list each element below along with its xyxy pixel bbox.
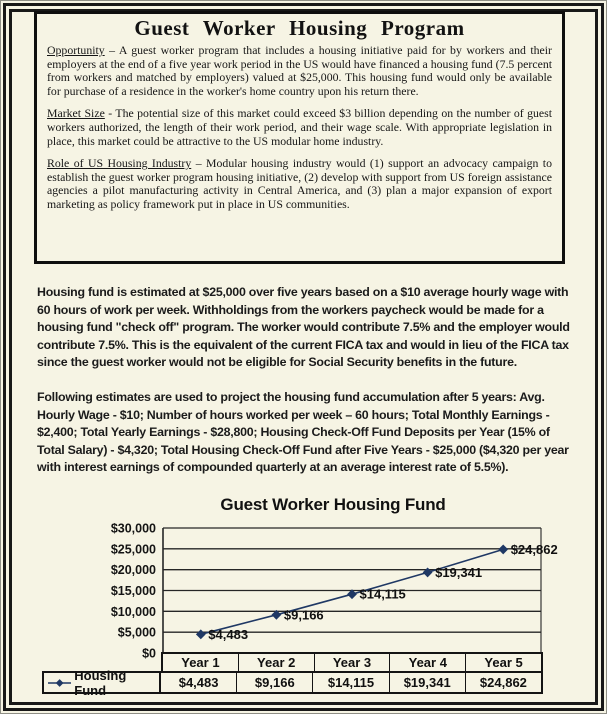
chart-x-axis-table	[161, 652, 543, 673]
series-value-cell: $9,166	[236, 673, 312, 692]
chart-data-table	[42, 667, 543, 698]
section-market-size-heading: Market Size	[47, 106, 105, 121]
data-point-label: $19,341	[435, 564, 483, 580]
section-opportunity-heading: Opportunity	[47, 43, 105, 57]
x-axis-category-cell: Year 5	[465, 654, 541, 671]
section-role-of-industry-body: – Modular housing industry would (1) support an advocacy campaign to establish the guest worker program housing initiative, (2) develop with support from US foreign assistance agencies a pilot manufacturing activity in Central America, and (3) plan a major expansion of export marketing as policy framework put in place in US communities.	[47, 156, 552, 211]
section-market-size	[47, 107, 552, 148]
series-value-cell: $4,483	[178, 675, 219, 690]
data-point-label: $9,166	[283, 607, 324, 623]
data-point-marker	[499, 545, 507, 553]
series-value-cell: $24,862	[465, 673, 541, 692]
x-axis-category-cell: Year 3	[314, 654, 390, 671]
y-axis-tick-label: $10,000	[110, 604, 156, 619]
program-summary-box	[34, 11, 565, 264]
data-point-marker	[197, 630, 205, 638]
section-opportunity-body: – A guest worker program that includes a housing initiative paid for by workers and their employers at the end of a five year work period in the US would have financed a housing fund (7.5 percent from workers and matched by employers) valued at $25,000. This housing fund would only be available for purchase of a residence in the worker's home country upon his return there.	[47, 43, 552, 98]
legend-series-label: Housing Fund	[74, 667, 127, 698]
data-point-marker	[348, 590, 356, 598]
legend-cell	[44, 667, 161, 698]
x-axis-category-cell: Year 4	[389, 654, 465, 671]
section-opportunity	[47, 44, 552, 98]
y-axis-tick-label: $20,000	[110, 563, 156, 578]
chart-title: Guest Worker Housing Fund	[220, 495, 446, 514]
series-value-cell: $14,115	[312, 673, 388, 692]
section-role-of-industry-heading: Role of US Housing Industry	[47, 156, 192, 171]
fund-estimate-paragraph: Housing fund is estimated at $25,000 over five years based on a $10 average hourly wage with 60 hours of work per week. Withholdings from the workers paycheck would be made for a housing fund "check off" program. The worker would contribute 7.5% and the employer would contribute 7.5%. This is the equivalent of the current FICA tax and would in lieu of the FICA tax since the guest worker would not be eligible for Social Security benefits in the future.	[37, 285, 570, 370]
section-role-of-industry	[47, 157, 552, 211]
y-axis-tick-label: $30,000	[110, 521, 156, 536]
section-market-size-body: - The potential size of this market could exceed $3 billion depending on the number of guest workers authorized, the length of their work period, and their wage scale. With appropriate legislation in place, this market could be attractive to the US modular home industry.	[47, 106, 552, 148]
document-title: Guest Worker Housing Program	[134, 16, 465, 40]
y-axis-tick-label: $5,000	[117, 625, 156, 640]
series-value-cell: $19,341	[389, 673, 465, 692]
x-axis-category-cell: Year 1	[181, 655, 220, 670]
data-point-label: $14,115	[359, 586, 406, 602]
y-axis-tick-label: $15,000	[110, 584, 156, 598]
projection-assumptions-paragraph: Following estimates are used to project the housing fund accumulation after 5 years: Avg. Hourly Wage - $10; Number of hours worked per week – 60 hours; Total Monthly Earnings - $2,400; Total Yearly Earnings - $28,800; Housing Check-Off Fund Deposits per Year (15% of Total Salary) - $4,320; Total Housing Check-Off Fund after Five Years - $25,000 ($4,320 per year with interest earnings of compounded quarterly at an average interest rate of 5.5%).	[37, 389, 569, 475]
y-axis-tick-label: $0	[142, 646, 156, 659]
housing-fund-line-chart	[44, 519, 601, 659]
body-text	[37, 284, 578, 494]
x-axis-category-cell: Year 2	[238, 654, 314, 671]
data-point-label: $4,483	[208, 626, 249, 642]
data-point-label: $24,862	[510, 541, 558, 557]
legend-series-marker-icon	[48, 678, 71, 688]
y-axis-tick-label: $25,000	[110, 542, 156, 557]
